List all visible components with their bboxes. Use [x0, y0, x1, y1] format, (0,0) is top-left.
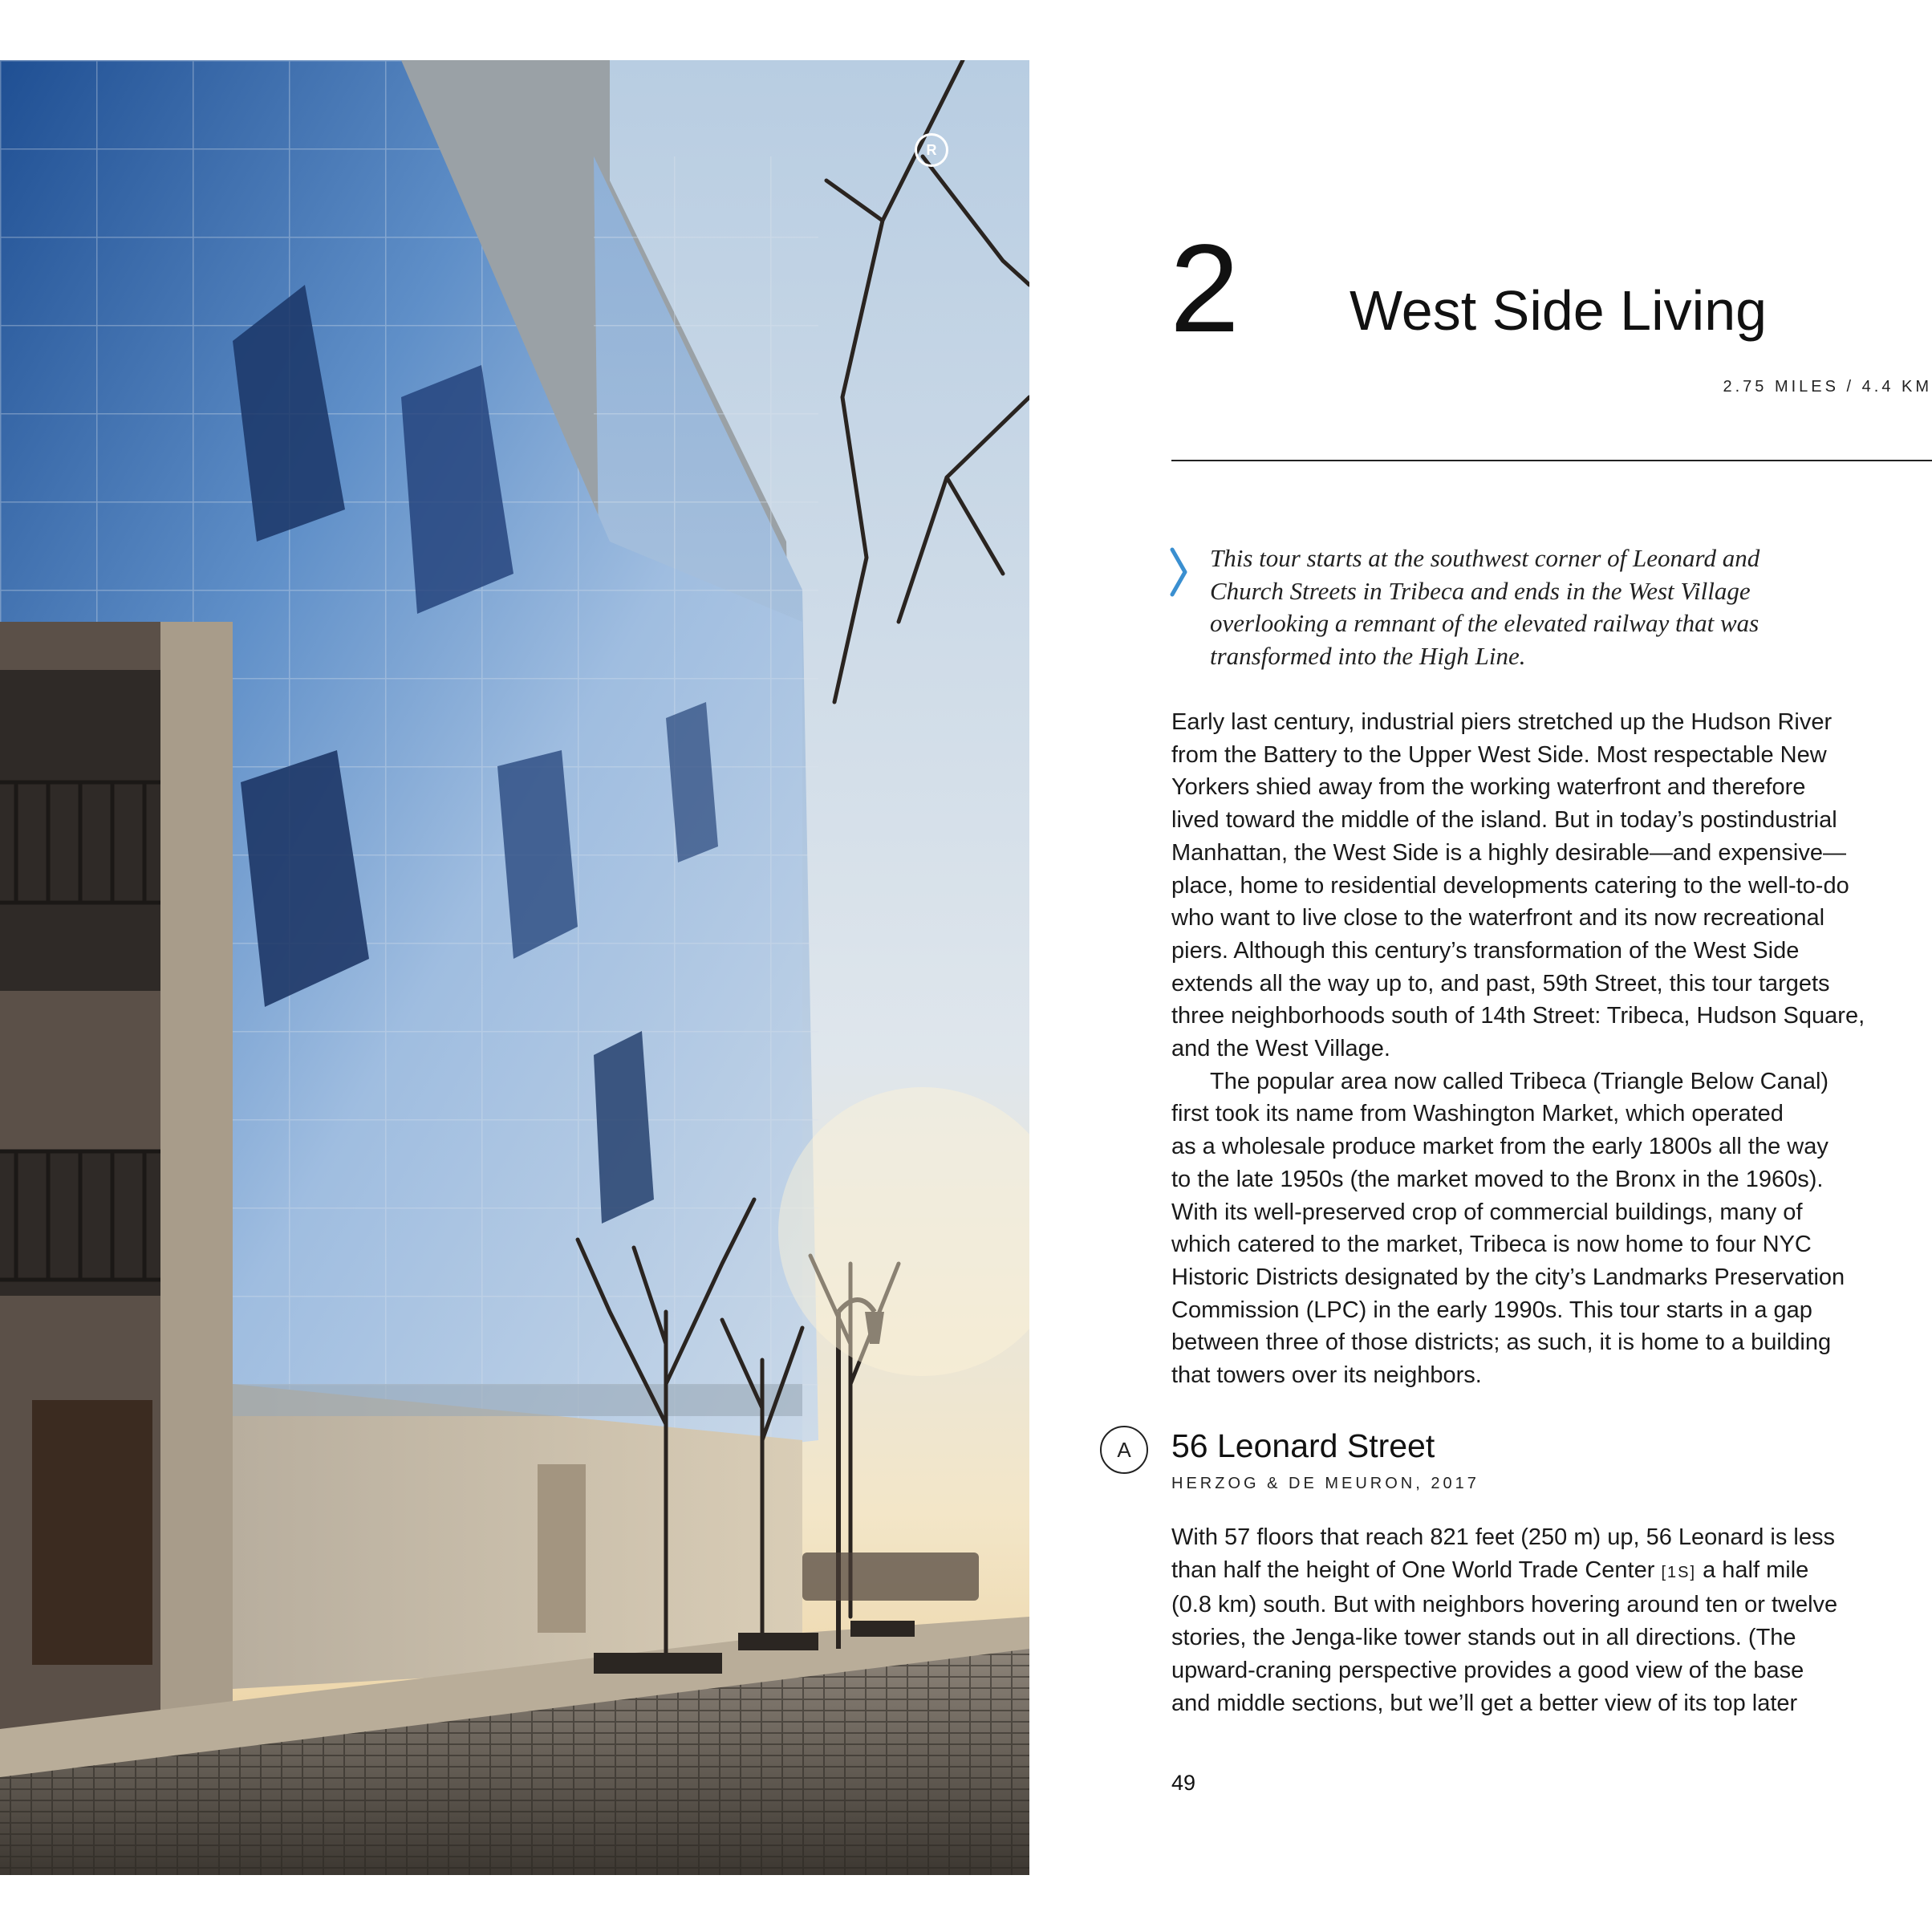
body-line: that towers over its neighbors.	[1171, 1362, 1482, 1389]
entry-line: stories, the Jenga-like tower stands out in all directions. (The	[1171, 1625, 1796, 1651]
body-line: which catered to the market, Tribeca is now home to four NYC	[1171, 1232, 1812, 1258]
chapter-title: West Side Living	[1350, 279, 1768, 342]
entry-line-text: than half the height of One World Trade Center	[1171, 1557, 1662, 1583]
intro-line: This tour starts at the southwest corner of Leonard and	[1210, 544, 1760, 572]
entry-line	[1171, 1554, 1932, 1589]
body-line: three neighborhoods south of 14th Street: Tribeca, Hudson Square,	[1171, 1003, 1865, 1029]
body-line: as a wholesale produce market from the early 1800s all the way	[1171, 1134, 1828, 1160]
body-line: Manhattan, the West Side is a highly desirable—and expensive—	[1171, 839, 1846, 866]
cross-reference: [1S]	[1661, 1563, 1697, 1581]
body-line: first took its name from Washington Market, which operated	[1171, 1101, 1784, 1127]
body-line: lived toward the middle of the island. But in today’s postindustrial	[1171, 807, 1837, 834]
entry-line: With 57 floors that reach 821 feet (250 m) up, 56 Leonard is less	[1171, 1524, 1835, 1550]
body-line: to the late 1950s (the market moved to the Bronx in the 1960s).	[1171, 1166, 1824, 1192]
body-line: place, home to residential developments catering to the well-to-do	[1171, 872, 1849, 899]
body-line: piers. Although this century’s transformation of the West Side	[1171, 937, 1800, 964]
entry-description	[1171, 1521, 1932, 1719]
chapter-body	[1171, 706, 1932, 1392]
body-line: between three of those districts; as such, it is home to a building	[1171, 1329, 1832, 1356]
chevron-right-icon	[1168, 547, 1189, 597]
entry-line-text: a half mile	[1696, 1557, 1809, 1583]
entry-letter-badge: A	[1100, 1426, 1148, 1474]
page-number: 49	[1171, 1771, 1196, 1795]
body-line: from the Battery to the Upper West Side. Most respectable New	[1171, 741, 1827, 768]
body-line: and the West Village.	[1171, 1036, 1390, 1062]
body-line: extends all the way up to, and past, 59th Street, this tour targets	[1171, 970, 1830, 996]
tour-intro	[1210, 542, 1916, 672]
building-photo-illustration	[0, 60, 1029, 1875]
entry-line: (0.8 km) south. But with neighbors hovering around ten or twelve	[1171, 1592, 1838, 1618]
entry-title: 56 Leonard Street	[1171, 1427, 1435, 1464]
body-line: With its well-preserved crop of commercial buildings, many of	[1171, 1199, 1803, 1225]
entry-line: upward-craning perspective provides a good view of the base	[1171, 1657, 1804, 1683]
body-line: Yorkers shied away from the working waterfront and therefore	[1171, 774, 1806, 801]
body-line: Commission (LPC) in the early 1990s. This tour starts in a gap	[1171, 1297, 1812, 1323]
entry-line: and middle sections, but we’ll get a better view of its top later	[1171, 1690, 1798, 1716]
chapter-number: 2	[1170, 219, 1236, 359]
intro-line: Church Streets in Tribeca and ends in the West Village	[1210, 576, 1751, 605]
entry-architect-credit: HERZOG & DE MEURON, 2017	[1171, 1475, 1479, 1492]
body-line: The popular area now called Tribeca (Triangle Below Canal)	[1210, 1068, 1829, 1094]
photo-credit-mark: R	[915, 133, 948, 167]
tour-distance: 2.75 MILES / 4.4 KM	[1723, 378, 1932, 396]
intro-line: overlooking a remnant of the elevated railway that was	[1210, 609, 1760, 637]
building-photo	[0, 60, 1029, 1875]
body-line: who want to live close to the waterfront and its now recreational	[1171, 905, 1825, 932]
header-rule	[1171, 460, 1932, 461]
body-line: Early last century, industrial piers stretched up the Hudson River	[1171, 709, 1833, 735]
intro-line: transformed into the High Line.	[1210, 641, 1526, 670]
body-line: Historic Districts designated by the city’s Landmarks Preservation	[1171, 1264, 1845, 1290]
